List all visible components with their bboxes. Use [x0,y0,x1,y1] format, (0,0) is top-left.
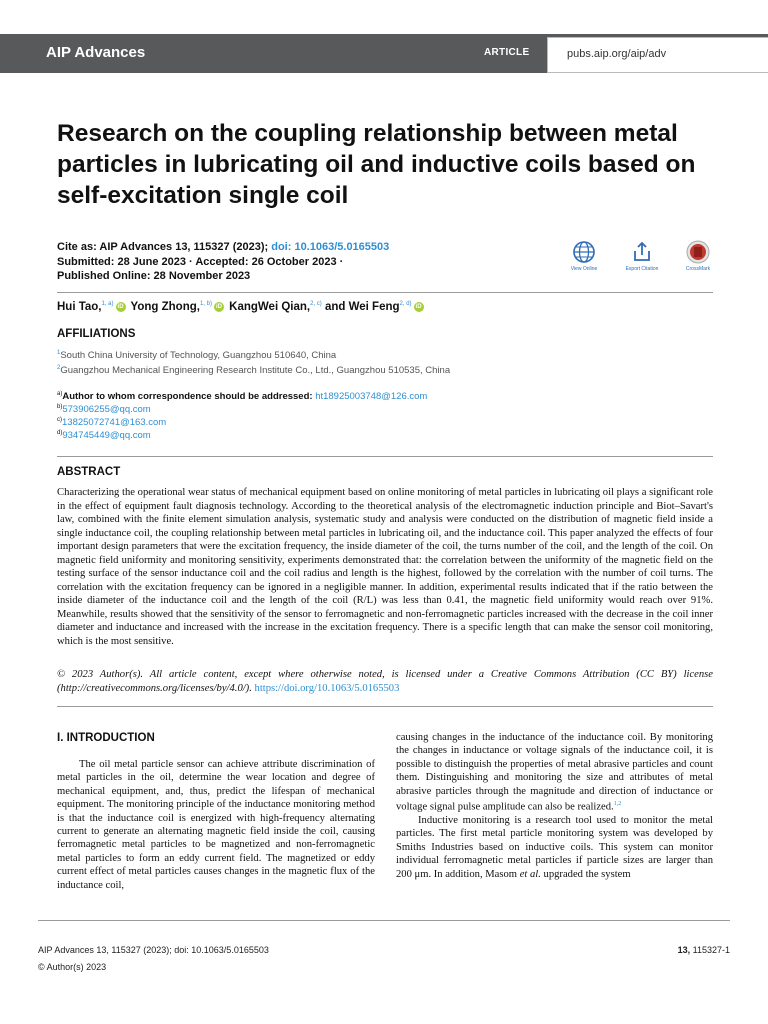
page-number [678,945,730,955]
email-link[interactable]: ht18925003748@126.com [315,391,428,403]
volume-number: 13, [677,945,691,955]
reference-link[interactable]: 1,2 [613,801,622,808]
author-list [57,301,426,313]
email-link[interactable]: 13825072741@163.com [62,417,167,429]
divider [57,292,713,293]
correspondence-line [57,404,151,415]
paragraph-text: causing changes in the inductance of the inductance coil. By monitoring the changes in inductance or voltage signals of the inductance coil, it is possible to distinguish the properties of metal abrasive particles and count them. Distinguishing and monitoring the size and attributes of metal abrasive particles through the magnitude and direction of inductance or voltage signal pulse amplitude can also be realized. [396,732,713,813]
globe-icon [572,240,596,264]
email-link[interactable]: 934745449@qq.com [62,430,151,442]
crossmark-label: CrossMark [685,266,711,272]
published-date: Published Online: 28 November 2023 [57,270,251,282]
author-name[interactable]: KangWei Qian, [229,301,311,313]
intro-paragraph [396,731,713,814]
affiliation-text: Guangzhou Mechanical Engineering Research Institute Co., Ltd., Guangzhou 510535, China [60,365,451,377]
view-online-label: View Online [570,266,598,272]
correspondence-line [57,430,151,441]
intro-column-right [396,731,713,881]
email-marker: d) [57,430,63,436]
footer-copyright: © Author(s) 2023 [38,962,107,972]
doi-link[interactable]: doi: 10.1063/5.0165503 [271,241,390,253]
abstract-text: Characterizing the operational wear status of mechanical equipment based on online monitoring of metal particles in lubricating oil plays a significant role in the effect of equipment fault diagnosis technology. According to the theoretical analysis of the electromagnetic induction principle and Biot–Savart's law, combined with the finite element simulation analysis, systematic study and analysis were conducted on the distribution of magnetic field inside a single inductance coil, the coupling relationship between metal particles in lubricating oil, and the inductance coil. This paper analyzed the effects of four important design parameters that were the excitation frequency, the inside diameter of the coil, the turns number of the coil, and the length of the coil. On magnetic field uniformity and monitoring sensitivity, experiments demonstrated that: the correlation between the uniformity of the magnetic field on the testing surface of the sensor inductance coil and the coil radius and length is the highest, followed by the correlation with the number of coil turns. The correlation with the excitation frequency can be ignored in a negligible manner. In addition, experimental results indicated that if the ratio between the inside diameter of the inductance coil and the length of the coil (R/L) was less than 0.41, the magnetic field uniformity would reach over 91%. Meanwhile, results showed that the sensitivity of the sensor to ferromagnetic and non-ferromagnetic particles increased with the decrease in the coil inner diameter and inductance and increased with the increase in the excitation frequency. There is a specific length that can make the sensor coil monitoring, which is the most sensitive. [57,487,713,647]
divider [57,706,713,707]
citation-block [57,240,389,284]
orcid-icon[interactable]: iD [215,303,222,310]
article-title: Research on the coupling relationship between metal particles in lubricating oil and inductive coils based on self-excitation single coil [57,120,696,209]
export-citation-label: Export Citation [625,266,659,272]
intro-paragraph [396,814,713,881]
author-affil-marker: 1, a) [101,301,114,308]
author-affil-marker: 1, b) [199,301,212,308]
correspondence-line [57,417,166,428]
correspondence-line [57,391,427,402]
author-affil-marker: 2, c) [310,301,322,308]
intro-column-left [57,758,375,892]
affiliation-item [57,350,336,361]
article-type-label: ARTICLE [484,47,530,58]
abstract-heading: ABSTRACT [57,466,121,478]
paragraph-text: Inductive monitoring is a research tool used to monitor the metal particles. The first metal particle monitoring system was developed by Smiths Industries based on inductive coils. This system can monitor individual ferromagnetic metal particles if particle sizes are larger than 200 μm. In addition, Masom [396,814,713,880]
orcid-icon[interactable]: iD [415,303,422,310]
license-doi-link[interactable]: https://doi.org/10.1063/5.0165503 [254,682,400,694]
author-name[interactable]: Yong Zhong, [130,301,200,313]
email-marker: b) [57,404,63,410]
paragraph-text: et al. [519,868,541,880]
email-marker: c) [57,417,62,423]
introduction-heading: I. INTRODUCTION [57,732,155,744]
affiliation-marker: 1 [57,350,61,356]
submitted-dates: Submitted: 28 June 2023 · Accepted: 26 October 2023 · [57,255,344,268]
orcid-icon[interactable]: iD [117,303,124,310]
affiliation-text: South China University of Technology, Guangzhou 510640, China [60,350,337,362]
divider [57,456,713,457]
email-link[interactable]: 573906255@qq.com [62,404,151,416]
footer-citation: AIP Advances 13, 115327 (2023); doi: 10.1063/5.0165503 [38,945,269,955]
author-name[interactable]: and Wei Feng [324,301,400,313]
license-text: © 2023 Author(s). All article content, except where otherwise noted, is licensed under a Creative Commons Attribution (CC BY) license (http://creativecommons.org/licenses/by/4.0/). [57,669,713,694]
correspondence-label: Author to whom correspondence should be addressed: [62,391,313,403]
view-online-button[interactable] [559,240,609,272]
email-marker: a) [57,391,63,397]
crossmark-icon [686,240,710,264]
cite-as: Cite as: AIP Advances 13, 115327 (2023); [57,241,269,253]
affiliation-marker: 2 [57,365,61,371]
crossmark-button[interactable] [673,240,723,272]
license-statement [57,668,713,695]
journal-name[interactable]: AIP Advances [46,44,146,61]
author-name[interactable]: Hui Tao, [57,301,102,313]
footer-divider [38,920,730,921]
author-affil-marker: 2, d) [399,301,412,308]
page-id: 115327-1 [690,945,730,955]
affiliation-item [57,365,450,376]
export-icon [630,240,654,264]
journal-url[interactable]: pubs.aip.org/aip/adv [567,48,667,60]
paragraph-text: upgraded the system [540,868,631,880]
intro-paragraph: The oil metal particle sensor can achieve attribute discrimination of metal particles in the oil, determine the wear location and degree of mechanical equipment, and, thus, predict the lifespan of mechanical equipment. The monitoring principle of the inductance monitoring method is that the inductance coil is energized with high-frequency alternating current to generate an alternating magnetic field inside the coil, causing ferromagnetic metal particles to be magnetized and non-ferromagnetic metal particles to form an eddy current field. The magnetized or eddy current effect of metal particles causes changes in the magnetic flux of the inductance coil, [57,759,375,891]
affiliations-heading: AFFILIATIONS [57,328,136,340]
export-citation-button[interactable] [617,240,667,272]
